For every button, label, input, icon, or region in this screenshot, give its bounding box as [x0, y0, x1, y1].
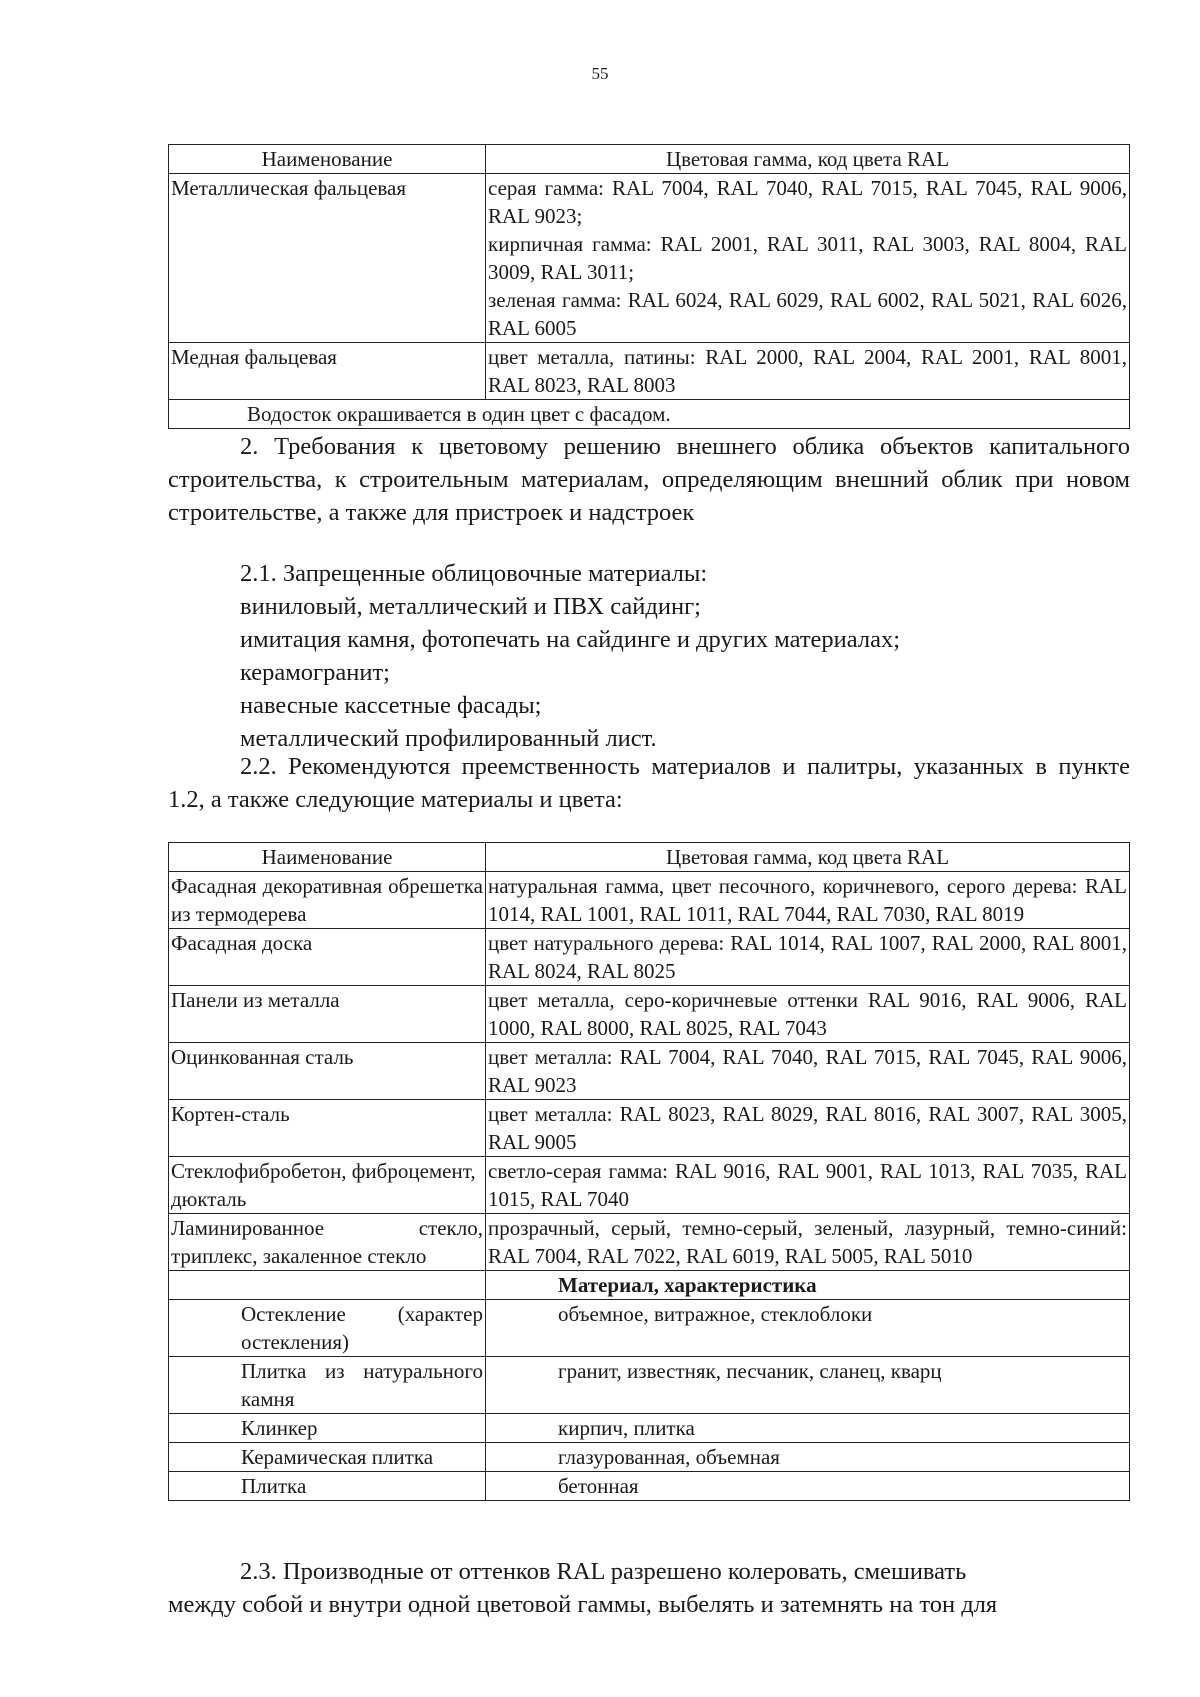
material-name: Плитка — [169, 1472, 486, 1501]
material-name: Стеклофибробетон, фиброцемент, дюкталь — [169, 1157, 486, 1214]
table-row — [169, 1357, 1130, 1414]
section-2-3-line: 2.3. Производные от оттенков RAL разрешено колеровать, смешивать — [240, 1558, 967, 1585]
table-row — [169, 1443, 1130, 1472]
color-range: прозрачный, серый, темно-серый, зеленый, лазурный, темно-синий: RAL 7004, RAL 7022, RAL 6019, RAL 5005, RAL 5010 — [486, 1214, 1130, 1271]
table-header-row — [169, 843, 1130, 872]
table-note-row — [169, 400, 1130, 429]
table-row — [169, 343, 1130, 400]
page-number: 55 — [591, 64, 609, 83]
color-line: зеленая гамма: RAL 6024, RAL 6029, RAL 6002, RAL 5021, RAL 6026, RAL 6005 — [488, 288, 1127, 340]
section-2-3-line: между собой и внутри одной цветовой гаммы, выбелять и затемнять на тон для — [168, 1591, 998, 1618]
material-name: Панели из металла — [169, 986, 486, 1043]
table-row — [169, 1157, 1130, 1214]
color-range: цвет металла: RAL 8023, RAL 8029, RAL 8016, RAL 3007, RAL 3005, RAL 9005 — [486, 1100, 1130, 1157]
table-row — [169, 174, 1130, 343]
material-name: Металлическая фальцевая — [169, 174, 486, 343]
material-name: Фасадная декоративная обрешетка из термодерева — [169, 872, 486, 929]
material-characteristic: кирпич, плитка — [486, 1414, 1130, 1443]
color-range: светло-серая гамма: RAL 9016, RAL 9001, RAL 1013, RAL 7035, RAL 1015, RAL 7040 — [486, 1157, 1130, 1214]
section-2-heading: 2. Требования к цветовому решению внешнего облика объектов капитального строительства, к строительным материалам, определяющим внешний облик при новом строительстве, а также для пристроек и надстроек — [168, 433, 1130, 526]
material-name: Керамическая плитка — [169, 1443, 486, 1472]
color-range: цвет металла, серо-коричневые оттенки RAL 9016, RAL 9006, RAL 1000, RAL 8000, RAL 8025, RAL 7043 — [486, 986, 1130, 1043]
list-item: виниловый, металлический и ПВХ сайдинг; — [240, 593, 701, 620]
column-header-name: Наименование — [169, 145, 486, 174]
table-row — [169, 1300, 1130, 1357]
color-range: цвет натурального дерева: RAL 1014, RAL 1007, RAL 2000, RAL 8001, RAL 8024, RAL 8025 — [486, 929, 1130, 986]
column-header-color: Цветовая гамма, код цвета RAL — [486, 145, 1130, 174]
material-characteristic: бетонная — [486, 1472, 1130, 1501]
material-name: Плитка из натурального камня — [169, 1357, 486, 1414]
material-name: Фасадная доска — [169, 929, 486, 986]
material-name: Оцинкованная сталь — [169, 1043, 486, 1100]
section-2-2: 2.2. Рекомендуются преемственность материалов и палитры, указанных в пункте 1.2, а также следующие материалы и цвета: — [168, 753, 1130, 813]
color-line: кирпичная гамма: RAL 2001, RAL 3011, RAL 3003, RAL 8004, RAL 3009, RAL 3011; — [488, 232, 1127, 284]
material-name: Медная фальцевая — [169, 343, 486, 400]
table-row — [169, 1043, 1130, 1100]
list-item: керамогранит; — [240, 659, 390, 686]
subheader-material: Материал, характеристика — [486, 1271, 1130, 1300]
table-header-row — [169, 145, 1130, 174]
section-2-1-title: 2.1. Запрещенные облицовочные материалы: — [240, 560, 708, 587]
color-line: цвет металла, патины: RAL 2000, RAL 2004, RAL 2001, RAL 8001, RAL 8023, RAL 8003 — [488, 345, 1127, 397]
list-item: имитация камня, фотопечать на сайдинге и других материалах; — [240, 626, 901, 653]
color-range: цвет металла: RAL 7004, RAL 7040, RAL 7015, RAL 7045, RAL 9006, RAL 9023 — [486, 1043, 1130, 1100]
material-name: Кортен-сталь — [169, 1100, 486, 1157]
color-range — [486, 174, 1130, 343]
section-2-3 — [168, 1555, 1130, 1621]
section-2-1 — [168, 557, 1130, 755]
table-roofing-colors — [168, 144, 1130, 429]
table-row — [169, 1472, 1130, 1501]
list-item: металлический профилированный лист. — [240, 725, 657, 752]
list-item: навесные кассетные фасады; — [240, 692, 542, 719]
table-subheader-row — [169, 1271, 1130, 1300]
material-characteristic: глазурованная, объемная — [486, 1443, 1130, 1472]
table-row — [169, 1214, 1130, 1271]
material-characteristic: объемное, витражное, стеклоблоки — [486, 1300, 1130, 1357]
table-row — [169, 1414, 1130, 1443]
table-facade-materials — [168, 842, 1130, 1501]
material-name: Ламинированное стекло, триплекс, закаленное стекло — [169, 1214, 486, 1271]
color-range — [486, 343, 1130, 400]
column-header-name: Наименование — [169, 843, 486, 872]
material-name: Клинкер — [169, 1414, 486, 1443]
material-name: Остекление (характер остекления) — [169, 1300, 486, 1357]
table-row — [169, 1100, 1130, 1157]
table-row — [169, 929, 1130, 986]
color-range: натуральная гамма, цвет песочного, коричневого, серого дерева: RAL 1014, RAL 1001, RAL 1011, RAL 7044, RAL 7030, RAL 8019 — [486, 872, 1130, 929]
column-header-color: Цветовая гамма, код цвета RAL — [486, 843, 1130, 872]
material-characteristic: гранит, известняк, песчаник, сланец, кварц — [486, 1357, 1130, 1414]
subheader-empty-cell — [169, 1271, 486, 1300]
table-row — [169, 872, 1130, 929]
table-row — [169, 986, 1130, 1043]
color-line: серая гамма: RAL 7004, RAL 7040, RAL 7015, RAL 7045, RAL 9006, RAL 9023; — [488, 176, 1127, 228]
table-note: Водосток окрашивается в один цвет с фасадом. — [169, 400, 1130, 429]
